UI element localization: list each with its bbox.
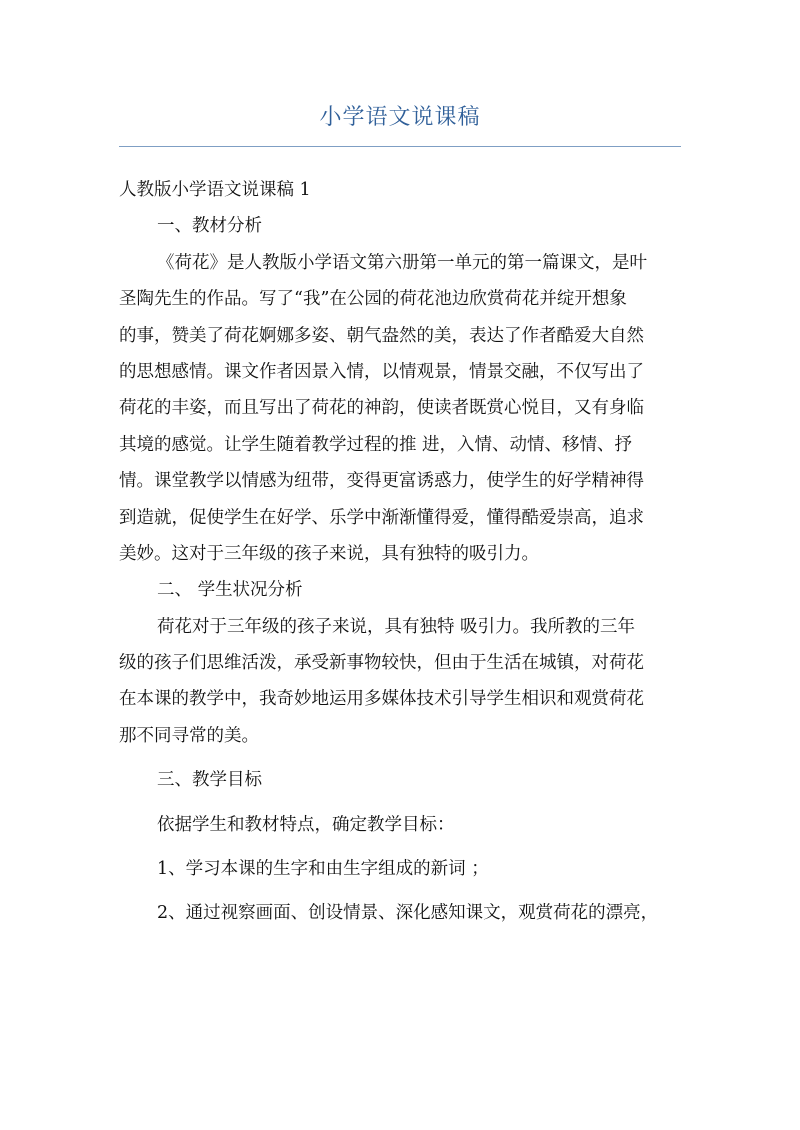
paragraph-line: 那不同寻常的美。 [119,725,259,746]
document-subtitle: 人教版小学语文说课稿 1 [119,180,311,200]
page-title: 小学语文说课稿 [319,105,481,130]
paragraph-line: 情。课堂教学以情感为纽带，变得更富诱惑力，使学生的好学精神得 [119,471,644,492]
title-underline [119,146,681,147]
paragraph-line: 荷花对于三年级的孩子来说，具有独特 吸引力。我所教的三年 [157,616,636,637]
section-heading-teaching-goals: 三、教学目标 [157,770,262,791]
paragraph-line: 的事，赞美了荷花婀娜多姿、朝气盎然的美，表达了作者酷爱大自然 [119,325,644,346]
document-body [119,172,681,932]
paragraph-line: 级的孩子们思维活泼，承受新事物较快，但由于生活在城镇，对荷花 [119,653,644,674]
paragraph-line: 《荷花》是人教版小学语文第六册第一单元的第一篇课文，是叶 [157,252,647,273]
paragraph-line: 依据学生和教材特点，确定教学目标： [157,814,455,835]
list-item: 1、学习本课的生字和由生字组成的新词 ； [157,859,489,880]
list-item: 2、通过视察画面、创设情景、深化感知课文，观赏荷花的漂亮， [157,903,659,924]
paragraph-line: 到造就，促使学生在好学、乐学中渐渐懂得爱，懂得酷爱崇高，追求 [119,507,644,528]
paragraph-line: 圣陶先生的作品。写了“我”在公园的荷花池边欣赏荷花并绽开想象 [119,289,627,310]
section-heading-textbook-analysis: 一、教材分析 [157,216,262,237]
paragraph-line: 荷花的丰姿，而且写出了荷花的神韵，使读者既赏心悦目，又有身临 [119,398,644,419]
paragraph-line: 美妙。这对于三年级的孩子来说，具有独特的吸引力。 [119,543,539,564]
paragraph-line: 在本课的教学中，我奇妙地运用多媒体技术引导学生相识和观赏荷花 [119,689,644,710]
paragraph-line: 的思想感情。课文作者因景入情，以情观景，情景交融，不仅写出了 [119,361,644,382]
paragraph-line: 其境的感觉。让学生随着教学过程的推 进，入情、动情、移情、抒 [119,434,633,455]
section-heading-student-analysis: 二、 学生状况分析 [157,580,303,601]
